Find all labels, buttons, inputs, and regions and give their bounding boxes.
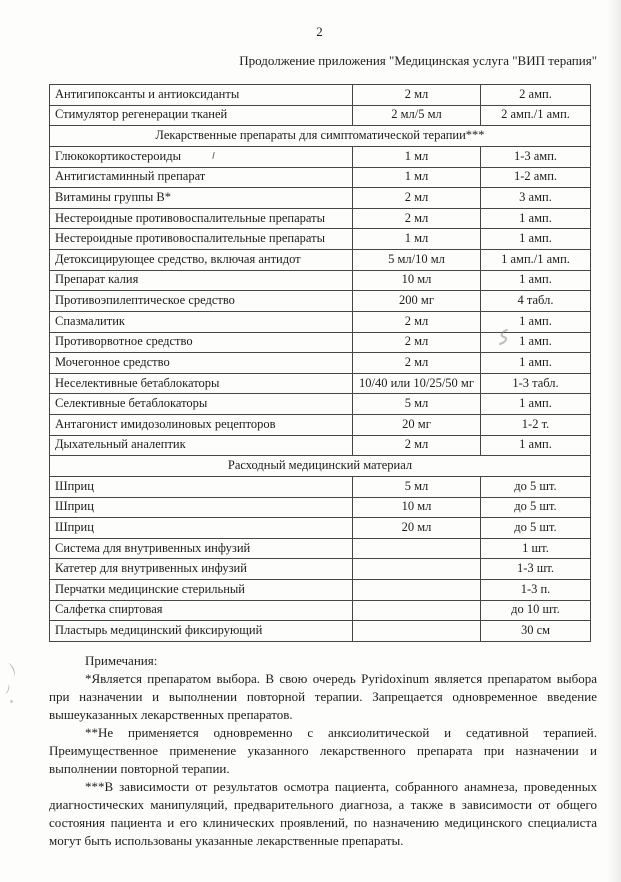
table-row — [50, 415, 591, 436]
table-row — [50, 270, 591, 291]
quantity-cell: до 10 шт. — [481, 600, 591, 621]
table-row — [50, 146, 591, 167]
quantity-cell: 1-3 амп. — [481, 146, 591, 167]
quantity-cell: до 5 шт. — [481, 476, 591, 497]
table-row — [50, 188, 591, 209]
quantity-cell: 1-3 табл. — [481, 373, 591, 394]
quantity-cell: 1-2 т. — [481, 415, 591, 436]
dose-cell: 2 мл — [353, 332, 481, 353]
drug-name-cell: Антагонист имидозолиновых рецепторов — [50, 415, 353, 436]
section-row — [50, 126, 591, 147]
table-row — [50, 208, 591, 229]
quantity-cell: 1 амп. — [481, 353, 591, 374]
dose-cell: 2 мл — [353, 85, 481, 106]
pencil-mark-artifact — [4, 662, 16, 678]
drug-name-cell: Антигистаминный препарат — [50, 167, 353, 188]
dose-cell: 1 мл — [353, 229, 481, 250]
drug-name-cell: Шприц — [50, 518, 353, 539]
table-row — [50, 332, 591, 353]
quantity-cell: 2 амп. — [481, 85, 591, 106]
table-row — [50, 250, 591, 271]
drug-name-cell: Витамины группы В* — [50, 188, 353, 209]
table-row — [50, 600, 591, 621]
drug-name-cell: Стимулятор регенерации тканей — [50, 105, 353, 126]
note-item: **Не применяется одновременно с анксиолитической и седативной терапией. Преимущественное применение указанного лекарственного препарата при назначении и выполнении повторной терапии. — [49, 725, 597, 776]
drug-name-cell: Противорвотное средство — [50, 332, 353, 353]
quantity-cell: 1 амп. — [481, 435, 591, 456]
quantity-cell: 1 амп./1 амп. — [481, 250, 591, 271]
section-title: Расходный медицинский материал — [50, 456, 591, 477]
dose-cell: 2 мл — [353, 188, 481, 209]
quantity-cell: до 5 шт. — [481, 497, 591, 518]
drug-name-cell: Глюкокортикостероиды — [50, 146, 353, 167]
pencil-mark-artifact — [10, 700, 13, 703]
dose-cell: 20 мл — [353, 518, 481, 539]
quantity-cell: 1 шт. — [481, 538, 591, 559]
pencil-mark-artifact — [3, 683, 11, 694]
drug-name-cell: Детоксицирующее средство, включая антидот — [50, 250, 353, 271]
dose-cell: 2 мл — [353, 208, 481, 229]
drug-name-cell: Противоэпилептическое средство — [50, 291, 353, 312]
dose-cell: 5 мл — [353, 476, 481, 497]
dose-cell — [353, 559, 481, 580]
section-row — [50, 456, 591, 477]
drug-name-cell: Нестероидные противовоспалительные препараты — [50, 229, 353, 250]
drug-name-cell: Мочегонное средство — [50, 353, 353, 374]
dose-cell: 1 мл — [353, 167, 481, 188]
quantity-cell: 1-3 шт. — [481, 559, 591, 580]
table-row — [50, 394, 591, 415]
table-row — [50, 435, 591, 456]
table-row — [50, 497, 591, 518]
quantity-cell: 1 амп. — [481, 311, 591, 332]
quantity-cell: 4 табл. — [481, 291, 591, 312]
drug-name-cell: Антигипоксанты и антиоксиданты — [50, 85, 353, 106]
drug-name-cell: Система для внутривенных инфузий — [50, 538, 353, 559]
drug-name-cell: Салфетка спиртовая — [50, 600, 353, 621]
note-item: *Является препаратом выбора. В свою очередь Pyridoxinum является препаратом выбора при назначении и выполнении повторной терапии. Запрещается одновременное введение вышеуказанных лекарственных препаратов. — [49, 671, 597, 722]
dose-cell: 5 мл/10 мл — [353, 250, 481, 271]
drug-name-cell: Катетер для внутривенных инфузий — [50, 559, 353, 580]
table-row — [50, 621, 591, 642]
quantity-cell: 1 амп. — [481, 229, 591, 250]
quantity-cell: до 5 шт. — [481, 518, 591, 539]
dose-cell — [353, 600, 481, 621]
dose-cell: 2 мл — [353, 311, 481, 332]
dose-cell: 2 мл — [353, 353, 481, 374]
note-item: ***В зависимости от результатов осмотра пациента, собранного анамнеза, проведенных диагностических манипуляций, предварительного диагноза, а также в зависимости от общего состояния пациента и его клинических проявлений, по назначению медицинского специалиста могут быть использованы указанные лекарственные препараты. — [49, 779, 597, 848]
dose-cell: 10 мл — [353, 497, 481, 518]
section-title: Лекарственные препараты для симптоматической терапии*** — [50, 126, 591, 147]
quantity-cell: 30 см — [481, 621, 591, 642]
dose-cell: 2 мл/5 мл — [353, 105, 481, 126]
drug-name-cell: Шприц — [50, 497, 353, 518]
dose-cell: 1 мл — [353, 146, 481, 167]
drug-name-cell: Пластырь медицинский фиксирующий — [50, 621, 353, 642]
quantity-cell: 1-2 амп. — [481, 167, 591, 188]
drug-table — [49, 84, 591, 642]
quantity-cell: 1 амп. — [481, 208, 591, 229]
drug-name-cell: Спазмалитик — [50, 311, 353, 332]
quantity-cell: 1 амп. — [481, 394, 591, 415]
document-subtitle: Продолжение приложения "Медицинская услуга "ВИП терапия" — [239, 53, 597, 68]
dose-cell: 10/40 или 10/25/50 мг — [353, 373, 481, 394]
notes-heading: Примечания: — [85, 653, 158, 668]
drug-name-cell: Нестероидные противовоспалительные препараты — [50, 208, 353, 229]
table-row — [50, 105, 591, 126]
table-row — [50, 518, 591, 539]
notes-section — [49, 652, 597, 850]
dose-cell: 200 мг — [353, 291, 481, 312]
dose-cell — [353, 580, 481, 601]
drug-name-cell: Дыхательный аналептик — [50, 435, 353, 456]
table-row — [50, 538, 591, 559]
table-row — [50, 229, 591, 250]
scan-edge-shading — [607, 0, 621, 882]
drug-name-cell: Селективные бетаблокаторы — [50, 394, 353, 415]
drug-name-cell: Неселективные бетаблокаторы — [50, 373, 353, 394]
quantity-cell: 3 амп. — [481, 188, 591, 209]
quantity-cell: 1-3 п. — [481, 580, 591, 601]
table-row — [50, 167, 591, 188]
dose-cell: 2 мл — [353, 435, 481, 456]
table-row — [50, 85, 591, 106]
dose-cell: 20 мг — [353, 415, 481, 436]
page-number: 2 — [316, 24, 324, 39]
table-row — [50, 476, 591, 497]
table-row — [50, 580, 591, 601]
table-row — [50, 311, 591, 332]
dose-cell: 10 мл — [353, 270, 481, 291]
drug-name-cell: Шприц — [50, 476, 353, 497]
table-row — [50, 291, 591, 312]
drug-name-cell: Препарат калия — [50, 270, 353, 291]
drug-name-cell: Перчатки медицинские стерильный — [50, 580, 353, 601]
table-row — [50, 373, 591, 394]
drug-table-body — [50, 85, 591, 642]
quantity-cell: 1 амп. — [481, 332, 591, 353]
dose-cell: 5 мл — [353, 394, 481, 415]
dose-cell — [353, 621, 481, 642]
quantity-cell: 1 амп. — [481, 270, 591, 291]
table-row — [50, 559, 591, 580]
table-row — [50, 353, 591, 374]
dose-cell — [353, 538, 481, 559]
quantity-cell: 2 амп./1 амп. — [481, 105, 591, 126]
